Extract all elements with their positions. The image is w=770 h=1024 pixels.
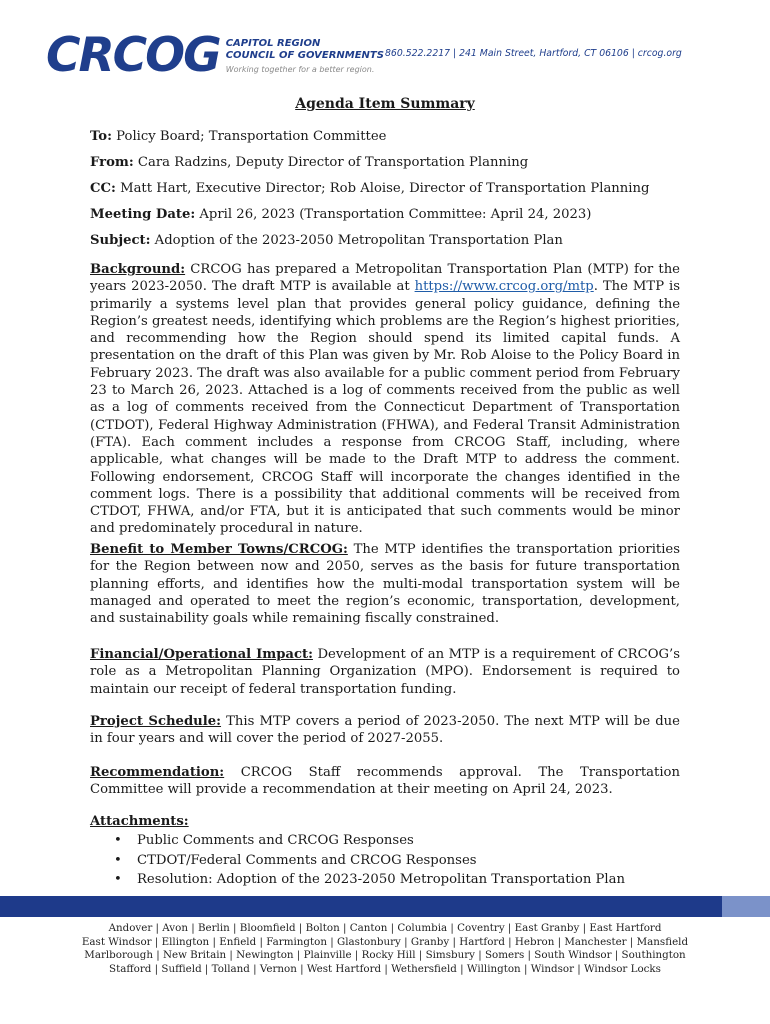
letterhead bbox=[0, 0, 770, 85]
footer-band-end bbox=[722, 896, 770, 917]
from-row bbox=[90, 150, 680, 176]
attachments-heading: Attachments: bbox=[90, 814, 189, 829]
cc-row bbox=[90, 176, 680, 202]
recommendation-section bbox=[90, 764, 680, 799]
logo-tagline: Working together for a better region. bbox=[225, 65, 375, 74]
attachment-label: Resolution: Adoption of the 2023-2050 Metropolitan Transportation Plan bbox=[137, 872, 625, 887]
bullet-icon: • bbox=[114, 833, 122, 848]
to-value: Policy Board; Transportation Committee bbox=[111, 129, 387, 144]
footer-line: Andover | Avon | Berlin | Bloomfield | Bolton | Canton | Columbia | Coventry | East Granby | East Hartford bbox=[108, 922, 662, 934]
attachment-label: CTDOT/Federal Comments and CRCOG Responses bbox=[137, 852, 477, 868]
meeting-date-label: Meeting Date: bbox=[90, 207, 196, 222]
footer-color-band bbox=[0, 896, 770, 917]
logo-wordmark: CRCOG bbox=[46, 28, 220, 83]
from-value: Cara Radzins, Deputy Director of Transportation Planning bbox=[133, 155, 529, 170]
subject-label: Subject: bbox=[90, 233, 151, 248]
background-text-a: CRCOG has prepared a Metropolitan Transportation Plan (MTP) for the years 2023-2050. The draft MTP is available at bbox=[90, 262, 680, 295]
subject-value: Adoption of the 2023-2050 Metropolitan Transportation Plan bbox=[150, 233, 563, 248]
memo-header bbox=[90, 124, 680, 254]
crcog-logo bbox=[46, 28, 384, 83]
logo-line-1: CAPITOL REGION bbox=[225, 38, 321, 49]
contact-info: 860.522.2217 | 241 Main Street, Hartford, CT 06106 | crcog.org bbox=[385, 48, 682, 59]
subject-row bbox=[90, 228, 680, 254]
meeting-date-row bbox=[90, 202, 680, 228]
to-row bbox=[90, 124, 680, 150]
benefit-heading: Benefit to Member Towns/CRCOG: bbox=[90, 542, 348, 557]
page-title: Agenda Item Summary bbox=[295, 96, 475, 112]
footer-band-main bbox=[0, 896, 722, 917]
footer-line: Stafford | Suffield | Tolland | Vernon | West Hartford | Wethersfield | Willington | Windsor | Windsor Locks bbox=[109, 963, 661, 976]
background-heading: Background: bbox=[90, 262, 186, 277]
financial-heading: Financial/Operational Impact: bbox=[90, 647, 313, 662]
attachments-list bbox=[90, 831, 625, 890]
list-item bbox=[90, 870, 625, 890]
benefit-section bbox=[90, 541, 680, 627]
cc-label: CC: bbox=[90, 181, 116, 196]
bullet-icon: • bbox=[114, 852, 122, 868]
schedule-heading: Project Schedule: bbox=[90, 714, 222, 729]
schedule-section bbox=[90, 713, 680, 748]
benefit-text: The MTP identifies the transportation priorities for the Region between now and 2050, serves as the basis for future transportation planning efforts, and identifies how the multi-modal transportation system will be managed and operated to meet the region’s economic, transportation, development, and sustainability goals while remaining fiscally constrained. bbox=[90, 542, 680, 627]
logo-text bbox=[226, 38, 384, 74]
mtp-link[interactable]: https://www.crcog.org/mtp bbox=[414, 279, 594, 295]
background-section bbox=[90, 261, 680, 538]
footer-line: Marlborough | New Britain | Newington | Plainville | Rocky Hill | Simsbury | Somers | South Windsor | Southington bbox=[84, 949, 686, 962]
meeting-date-value: April 26, 2023 (Transportation Committee: April 24, 2023) bbox=[195, 207, 592, 222]
bullet-icon: • bbox=[114, 872, 122, 887]
recommendation-heading: Recommendation: bbox=[90, 765, 225, 780]
list-item bbox=[90, 831, 625, 851]
cc-value: Matt Hart, Executive Director; Rob Aloise, Director of Transportation Planning bbox=[115, 181, 650, 196]
financial-text: Development of an MTP is a requirement of CRCOG’s role as a Metropolitan Planning Organization (MPO). Endorsement is required to maintain our receipt of federal transportation funding. bbox=[90, 647, 680, 697]
member-towns-footer bbox=[0, 922, 770, 977]
schedule-text: This MTP covers a period of 2023-2050. The next MTP will be due in four years and will cover the period of 2027-2055. bbox=[90, 714, 680, 747]
background-text-b: . The MTP is primarily a systems level plan that provides general policy guidance, defining the Region’s greatest needs, identifying which problems are the Region’s highest priorities, and recommending how the Region should spend its limited capital funds. A presentation on the draft of this Plan was given by Mr. Rob Aloise to the Policy Board in February 2023. The draft was also available for a public comment period from February 23 to March 26, 2023. Attached is a log of comments received from the public as well as a log of comments received from the Connecticut Department of Transportation (CTDOT), Federal Highway Administration (FHWA), and Federal Transit Administration (FTA). Each comment includes a response from CRCOG Staff, including, where applicable, what changes will be made to the Draft MTP to address the comment. Following endorsement, CRCOG Staff will incorporate the changes identified in the comment logs. There is a possibility that additional comments will be received from CTDOT, FHWA, and/or FTA, but it is anticipated that such comments would be minor and predominately procedural in nature. bbox=[90, 279, 680, 537]
logo-line-2: COUNCIL OF GOVERNMENTS bbox=[225, 50, 384, 61]
financial-section bbox=[90, 646, 680, 698]
list-item bbox=[90, 851, 625, 871]
attachment-label: Public Comments and CRCOG Responses bbox=[137, 833, 414, 848]
from-label: From: bbox=[90, 155, 134, 170]
to-label: To: bbox=[90, 129, 112, 144]
footer-line: East Windsor | Ellington | Enfield | Farmington | Glastonbury | Granby | Hartford | Hebron | Manchester | Mansfield bbox=[81, 935, 689, 948]
recommendation-text: CRCOG Staff recommends approval. The Transportation Committee will provide a recommendation at their meeting on April 24, 2023. bbox=[90, 765, 680, 798]
